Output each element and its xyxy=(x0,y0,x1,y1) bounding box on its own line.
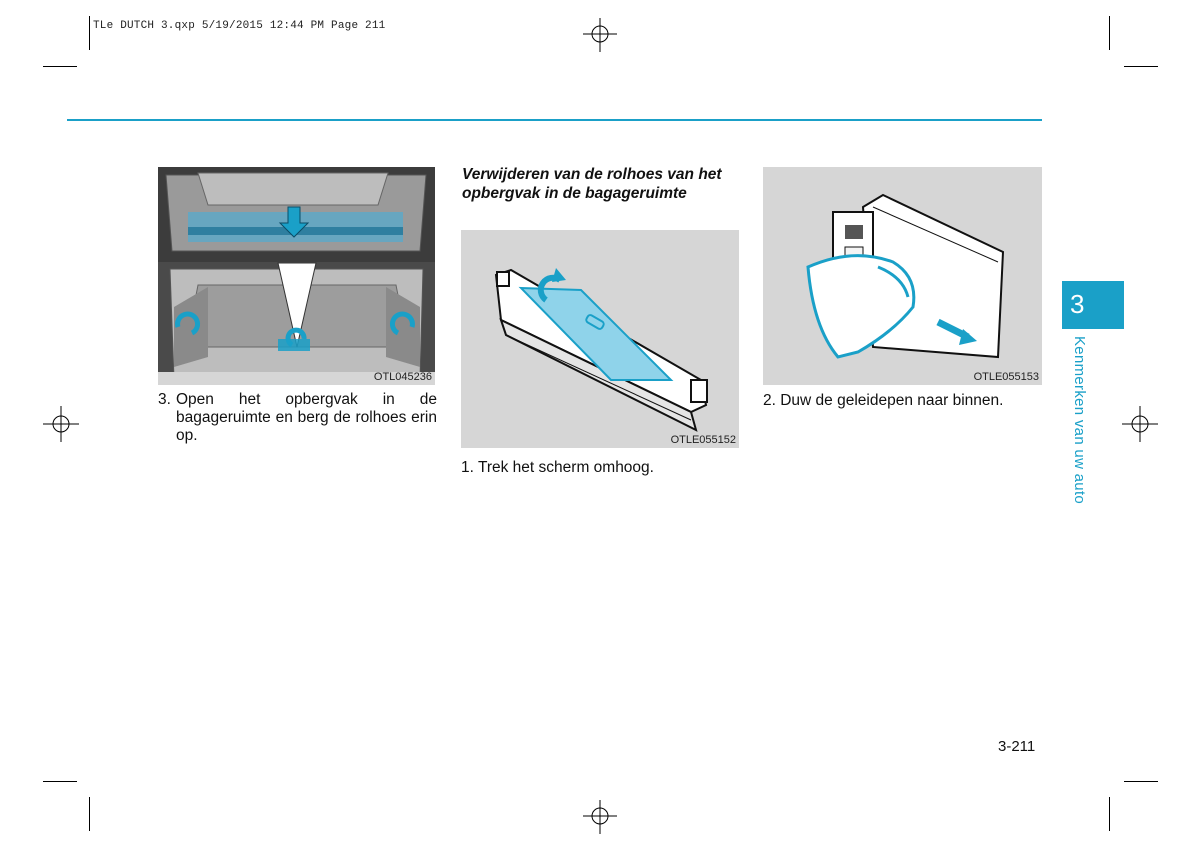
page-number: 3-211 xyxy=(998,738,1036,755)
header-rule xyxy=(67,119,1042,121)
figure-code: OTLE055153 xyxy=(973,371,1039,383)
guide-pin-illustration xyxy=(763,167,1042,385)
crop-mark xyxy=(1124,66,1158,67)
registration-mark xyxy=(580,800,620,840)
cover-screen-illustration xyxy=(461,230,739,448)
registration-mark xyxy=(580,18,620,58)
crop-mark xyxy=(1109,16,1110,50)
crop-mark xyxy=(43,66,77,67)
figure-guide-pin xyxy=(763,167,1042,385)
figure-code: OTL045236 xyxy=(373,371,432,383)
luggage-compartment-illustration xyxy=(158,167,435,385)
crop-mark xyxy=(43,781,77,782)
chapter-number: 3 xyxy=(1070,289,1085,319)
registration-mark xyxy=(1120,404,1160,444)
crop-mark xyxy=(89,797,90,831)
print-header: TLe DUTCH 3.qxp 5/19/2015 12:44 PM Page 211 xyxy=(93,20,386,32)
chapter-title: Kenmerken van uw auto xyxy=(1071,336,1088,505)
figure-cover-screen xyxy=(461,230,739,448)
crop-mark xyxy=(89,16,90,50)
caption-number: 3. xyxy=(158,391,171,408)
figure-code: OTLE055152 xyxy=(670,434,736,446)
crop-mark xyxy=(1124,781,1158,782)
crop-mark xyxy=(1109,797,1110,831)
registration-mark xyxy=(41,404,81,444)
figure-caption: 2. Duw de geleidepen naar binnen. xyxy=(763,392,1004,409)
figure-luggage-compartment xyxy=(158,167,435,385)
section-heading: Verwijderen van de rolhoes van het opbergvak in de bagageruimte xyxy=(462,166,722,202)
figure-caption: Open het opbergvak in de bagageruimte en berg de rolhoes erin op. xyxy=(176,391,437,444)
figure-caption: 1. Trek het scherm omhoog. xyxy=(461,459,654,476)
